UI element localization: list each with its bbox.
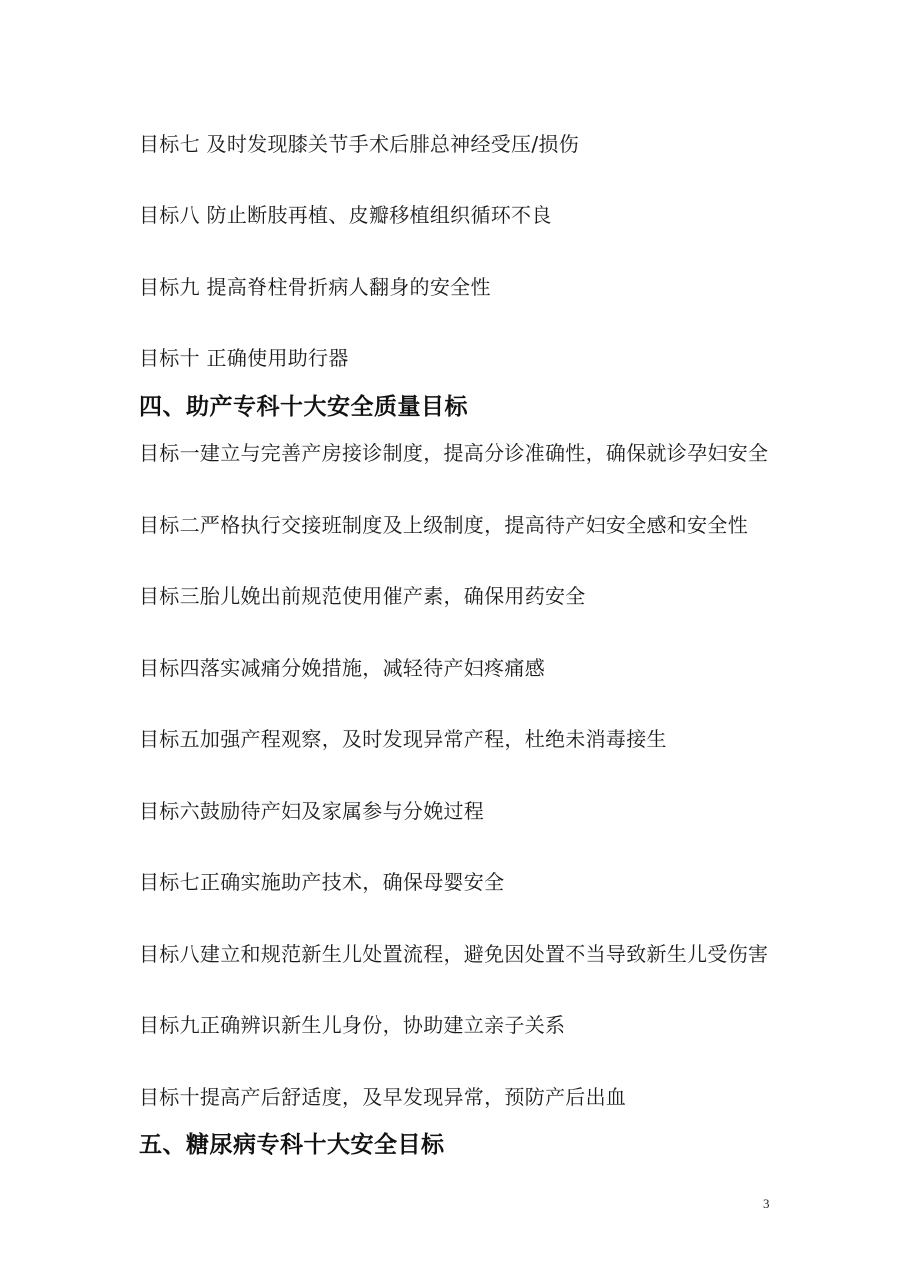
goal-item: 目标七正确实施助产技术，确保母婴安全 <box>139 870 505 894</box>
goal-item: 目标十提高产后舒适度，及早发现异常，预防产后出血 <box>139 1085 627 1109</box>
goal-item: 目标八 防止断肢再植、皮瓣移植组织循环不良 <box>139 203 552 227</box>
goal-item: 目标二严格执行交接班制度及上级制度，提高待产妇安全感和安全性 <box>139 513 748 537</box>
section-heading: 五、糖尿病专科十大安全目标 <box>139 1132 445 1158</box>
goal-item: 目标七 及时发现膝关节手术后腓总神经受压/损伤 <box>139 132 579 156</box>
goal-item: 目标十 正确使用助行器 <box>139 346 349 370</box>
goal-item: 目标九正确辨识新生儿身份，协助建立亲子关系 <box>139 1013 566 1037</box>
goal-item: 目标六鼓励待产妇及家属参与分娩过程 <box>139 799 485 823</box>
goal-item: 目标八建立和规范新生儿处置流程，避免因处置不当导致新生儿受伤害 <box>139 942 769 966</box>
page-number: 3 <box>763 1196 770 1211</box>
goal-item: 目标九 提高脊柱骨折病人翻身的安全性 <box>139 275 491 299</box>
goal-item: 目标一建立与完善产房接诊制度，提高分诊准确性，确保就诊孕妇安全 <box>139 441 769 465</box>
goal-item: 目标五加强产程观察，及时发现异常产程，杜绝未消毒接生 <box>139 727 667 751</box>
section-heading: 四、助产专科十大安全质量目标 <box>139 394 468 420</box>
goal-item: 目标四落实减痛分娩措施，减轻待产妇疼痛感 <box>139 656 545 680</box>
goal-item: 目标三胎儿娩出前规范使用催产素，确保用药安全 <box>139 584 586 608</box>
